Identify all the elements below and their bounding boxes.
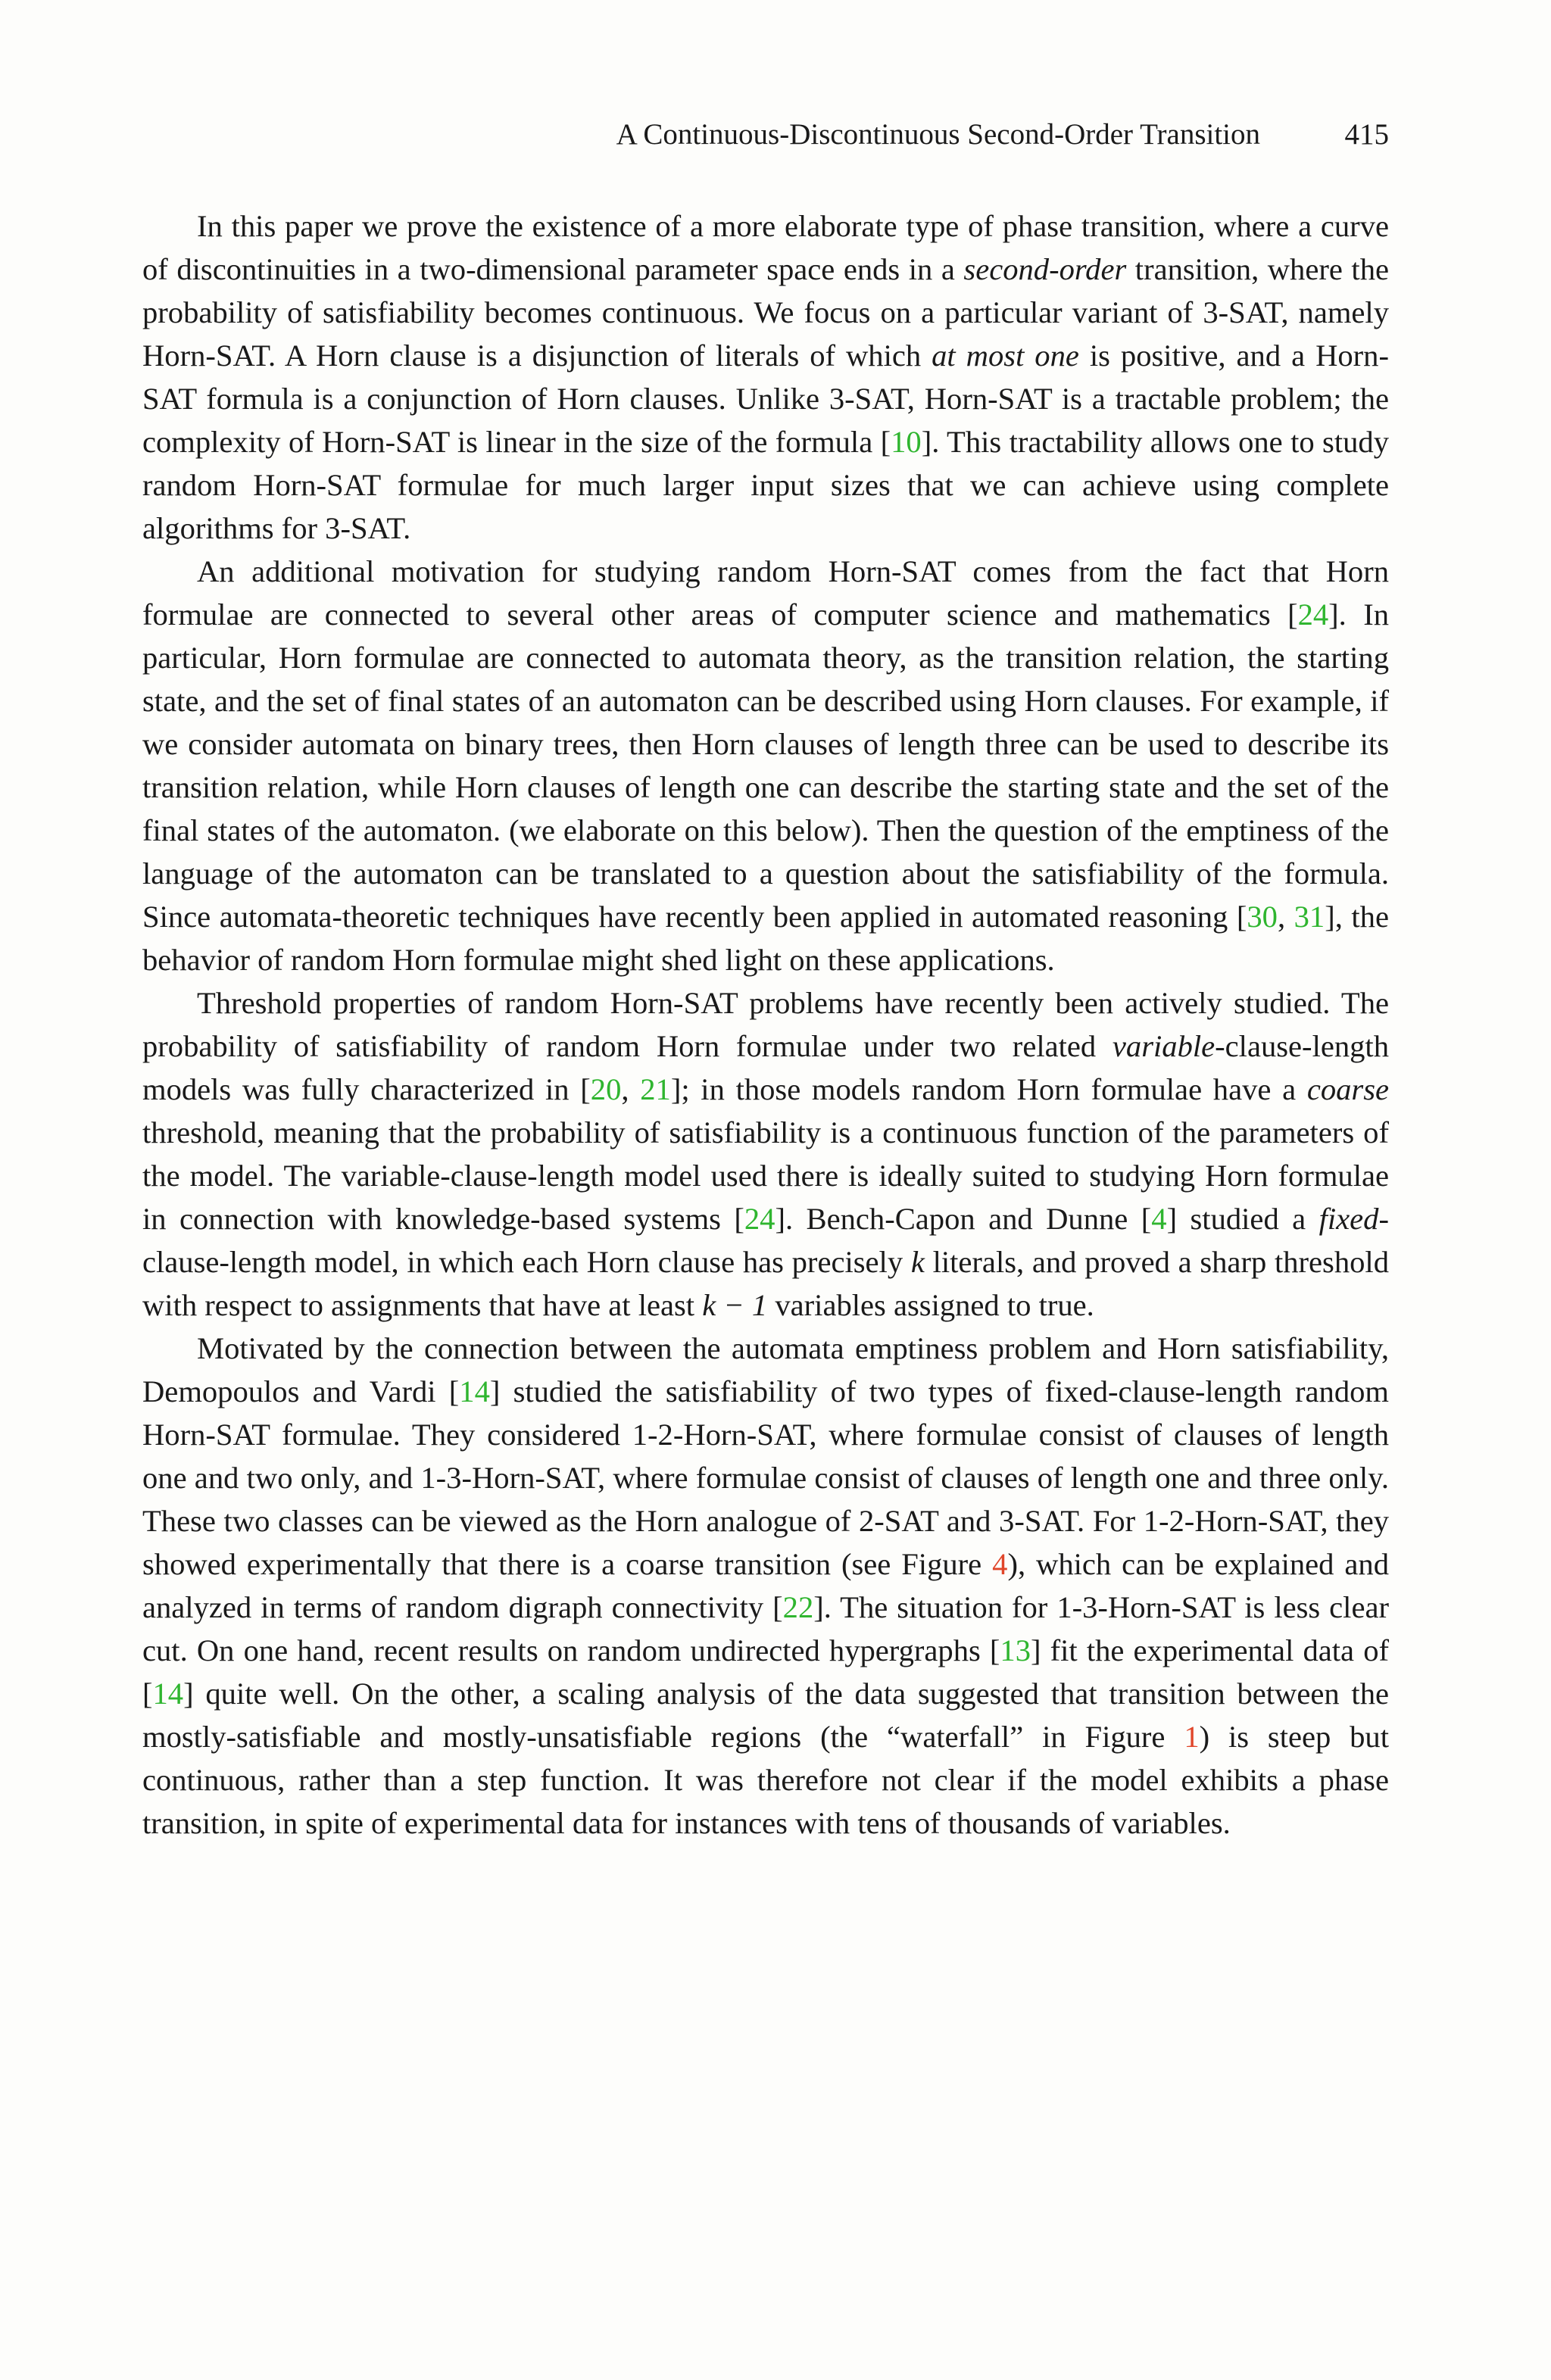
text-run: ,: [1277, 900, 1294, 934]
text-run: ]. This tractability allows one to study random Horn-SAT formulae for much larger input sizes that we can achieve using complete algorithms for 3-SAT.: [142, 425, 1389, 545]
text-run: threshold, meaning that the probability of satisfiability is a continuous function of the parameters of the model. The variable-clause-length model used there is ideally suited to studying Horn formulae in connection with knowledge-based systems [: [142, 1115, 1389, 1236]
citation-link[interactable]: 10: [891, 425, 922, 459]
citation-link[interactable]: 22: [782, 1590, 814, 1624]
citation-link[interactable]: 30: [1247, 900, 1278, 934]
text-run: An additional motivation for studying random Horn-SAT comes from the fact that Horn formulae are connected to several other areas of computer science and mathematics [: [142, 554, 1389, 632]
emphasis: second-order: [963, 252, 1127, 286]
text-run: variables assigned to true.: [767, 1288, 1094, 1322]
text-run: ], the behavior of random Horn formulae might shed light on these applications.: [142, 900, 1389, 977]
figure-reference-link[interactable]: 1: [1184, 1720, 1200, 1754]
text-run: -clause-length model, in which each Horn clause has precisely: [142, 1202, 1389, 1279]
text-run: ]. In particular, Horn formulae are connected to automata theory, as the transition relation, the starting state, and the set of final states of an automaton can be described using Horn clauses. For example, if we consider automata on binary trees, then Horn clauses of length three can be used to describe its transition relation, while Horn clauses of length one can describe the starting state and the set of the final states of the automaton. (we elaborate on this below). Then the question of the emptiness of the language of the automaton can be translated to a question about the satisfiability of the formula. Since automata-theoretic techniques have recently been applied in automated reasoning [: [142, 597, 1389, 934]
math-expression: k − 1: [702, 1288, 768, 1322]
page-number: 415: [1344, 118, 1389, 151]
text-run: ,: [621, 1072, 641, 1106]
running-title: A Continuous-Discontinuous Second-Order Transition: [616, 118, 1260, 151]
emphasis: variable: [1112, 1029, 1216, 1063]
text-run: In this paper we prove the existence of a more elaborate type of phase transition, where a curve of discontinuities in a two-dimensional parameter space ends in a: [142, 209, 1389, 286]
citation-link[interactable]: 31: [1294, 900, 1325, 934]
emphasis: fixed: [1319, 1202, 1379, 1236]
figure-reference-link[interactable]: 4: [992, 1547, 1008, 1581]
citation-link[interactable]: 24: [1297, 597, 1329, 632]
math-variable: k: [910, 1245, 925, 1279]
text-run: literals, and proved a sharp threshold with respect to assignments that have at least: [142, 1245, 1389, 1322]
text-run: transition, where the probability of satisfiability becomes continuous. We focus on a particular variant of 3-SAT, namely Horn-SAT. A Horn clause is a disjunction of literals of which: [142, 252, 1389, 373]
citation-link[interactable]: 4: [1151, 1202, 1167, 1236]
running-header: [142, 114, 1389, 156]
citation-link[interactable]: 24: [744, 1202, 776, 1236]
text-run: is positive, and a Horn-SAT formula is a conjunction of Horn clauses. Unlike 3-SAT, Horn-SAT is a tractable problem; the complexity of Horn-SAT is linear in the size of the formula [: [142, 338, 1389, 459]
text-run: ]. The situation for 1-3-Horn-SAT is less clear cut. On one hand, recent results on random undirected hypergraphs [: [142, 1590, 1389, 1667]
emphasis: at most one: [932, 338, 1079, 373]
paragraph-4: [142, 1327, 1389, 1845]
text-run: ] studied the satisfiability of two types of fixed-clause-length random Horn-SAT formulae. They considered 1-2-Horn-SAT, where formulae consist of clauses of length one and two only, and 1-3-Horn-SAT, where formulae consist of clauses of length one and three only. These two classes can be viewed as the Horn analogue of 2-SAT and 3-SAT. For 1-2-Horn-SAT, they showed experimentally that there is a coarse transition (see Figure: [142, 1374, 1389, 1581]
text-run: ] studied a: [1166, 1202, 1319, 1236]
paragraph-2: [142, 550, 1389, 981]
text-run: Motivated by the connection between the automata emptiness problem and Horn satisfiability, Demopoulos and Vardi [: [142, 1331, 1389, 1408]
text-run: ] quite well. On the other, a scaling analysis of the data suggested that transition between the mostly-satisfiable and mostly-unsatisfiable regions (the “waterfall” in Figure: [142, 1677, 1389, 1754]
emphasis: coarse: [1306, 1072, 1389, 1106]
citation-link[interactable]: 13: [1000, 1633, 1031, 1667]
text-run: -clause-length models was fully characterized in [: [142, 1029, 1389, 1106]
body-text: [142, 204, 1389, 1845]
citation-link[interactable]: 20: [590, 1072, 622, 1106]
paragraph-3: [142, 981, 1389, 1327]
text-run: ] fit the experimental data of [: [142, 1633, 1389, 1711]
citation-link[interactable]: 14: [152, 1677, 184, 1711]
text-run: Threshold properties of random Horn-SAT problems have recently been actively studied. The probability of satisfiability of random Horn formulae under two related: [142, 986, 1389, 1063]
paragraph-1: [142, 204, 1389, 550]
citation-link[interactable]: 21: [640, 1072, 671, 1106]
text-run: ) is steep but continuous, rather than a step function. It was therefore not clear if the model exhibits a phase transition, in spite of experimental data for instances with tens of thousands of variables.: [142, 1720, 1389, 1840]
text-run: ]. Bench-Capon and Dunne [: [775, 1202, 1152, 1236]
text-run: ), which can be explained and analyzed in terms of random digraph connectivity [: [142, 1547, 1389, 1624]
text-run: ]; in those models random Horn formulae have a: [670, 1072, 1307, 1106]
citation-link[interactable]: 14: [459, 1374, 490, 1408]
